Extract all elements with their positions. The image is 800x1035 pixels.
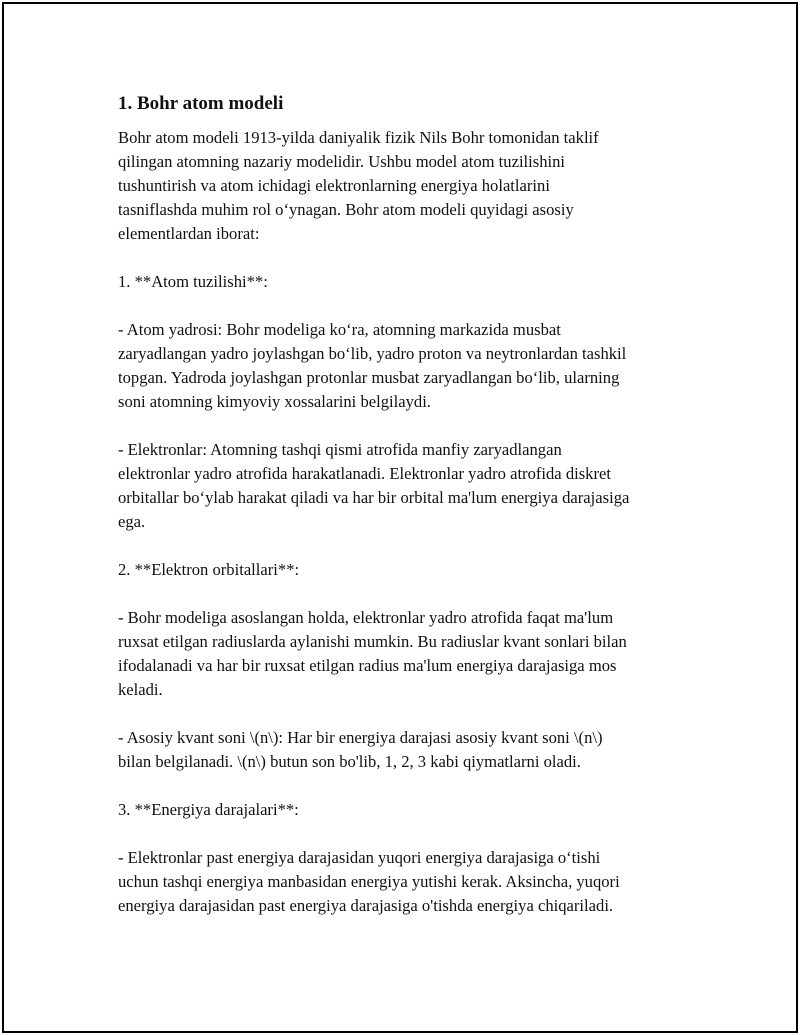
section-heading: 1. Bohr atom modeli bbox=[118, 93, 284, 114]
sub-item-quantum-number: - Asosiy kvant soni \(n\): Har bir energiya darajasi asosiy kvant soni \(n\) bilan belgilanadi. \(n\) butun son bo'lib, 1, 2, 3 kabi qiymatlarni oladi. bbox=[118, 728, 603, 771]
intro-paragraph: Bohr atom modeli 1913-yilda daniyalik fizik Nils Bohr tomonidan taklif qilingan atomning nazariy modelidir. Ushbu model atom tuzilishini tushuntirish va atom ichidagi elektronlarning energiya holatlarini tasniflashda muhim rol o‘ynagan. Bohr atom modeli quyidagi asosiy elementlardan iborat: bbox=[118, 128, 599, 243]
spacer bbox=[118, 246, 698, 270]
spacer bbox=[118, 534, 698, 558]
sub-item-allowed-radii: - Bohr modeliga asoslangan holda, elektronlar yadro atrofida faqat ma'lum ruxsat etilgan radiuslarda aylanishi mumkin. Bu radiuslar kvant sonlari bilan ifodalanadi va har bir ruxsat etilgan radius ma'lum energiya darajasiga mos keladi. bbox=[118, 608, 627, 699]
spacer bbox=[118, 774, 698, 798]
sub-item-transitions: - Elektronlar past energiya darajasidan yuqori energiya darajasiga o‘tishi uchun tashqi energiya manbasidan energiya yutishi kerak. Aksincha, yuqori energiya darajasidan past energiya darajasiga o'tishda energiya chiqariladi. bbox=[118, 848, 620, 915]
spacer bbox=[118, 582, 698, 606]
sub-item-electrons: - Elektronlar: Atomning tashqi qismi atrofida manfiy zaryadlangan elektronlar yadro atrofida harakatlanadi. Elektronlar yadro atrofida diskret orbitallar bo‘ylab harakat qiladi va har bir orbital ma'lum energiya darajasiga ega. bbox=[118, 440, 630, 531]
list-item-atom-structure: 1. **Atom tuzilishi**: bbox=[118, 272, 268, 291]
list-item-energy-levels: 3. **Energiya darajalari**: bbox=[118, 800, 299, 819]
list-item-electron-orbitals: 2. **Elektron orbitallari**: bbox=[118, 560, 300, 579]
document-body bbox=[118, 92, 698, 918]
spacer bbox=[118, 414, 698, 438]
spacer bbox=[118, 822, 698, 846]
spacer bbox=[118, 294, 698, 318]
sub-item-nucleus: - Atom yadrosi: Bohr modeliga ko‘ra, atomning markazida musbat zaryadlangan yadro joylashgan bo‘lib, yadro proton va neytronlardan tashkil topgan. Yadroda joylashgan protonlar musbat zaryadlangan bo‘lib, ularning soni atomning kimyoviy xossalarini belgilaydi. bbox=[118, 320, 627, 411]
spacer bbox=[118, 702, 698, 726]
